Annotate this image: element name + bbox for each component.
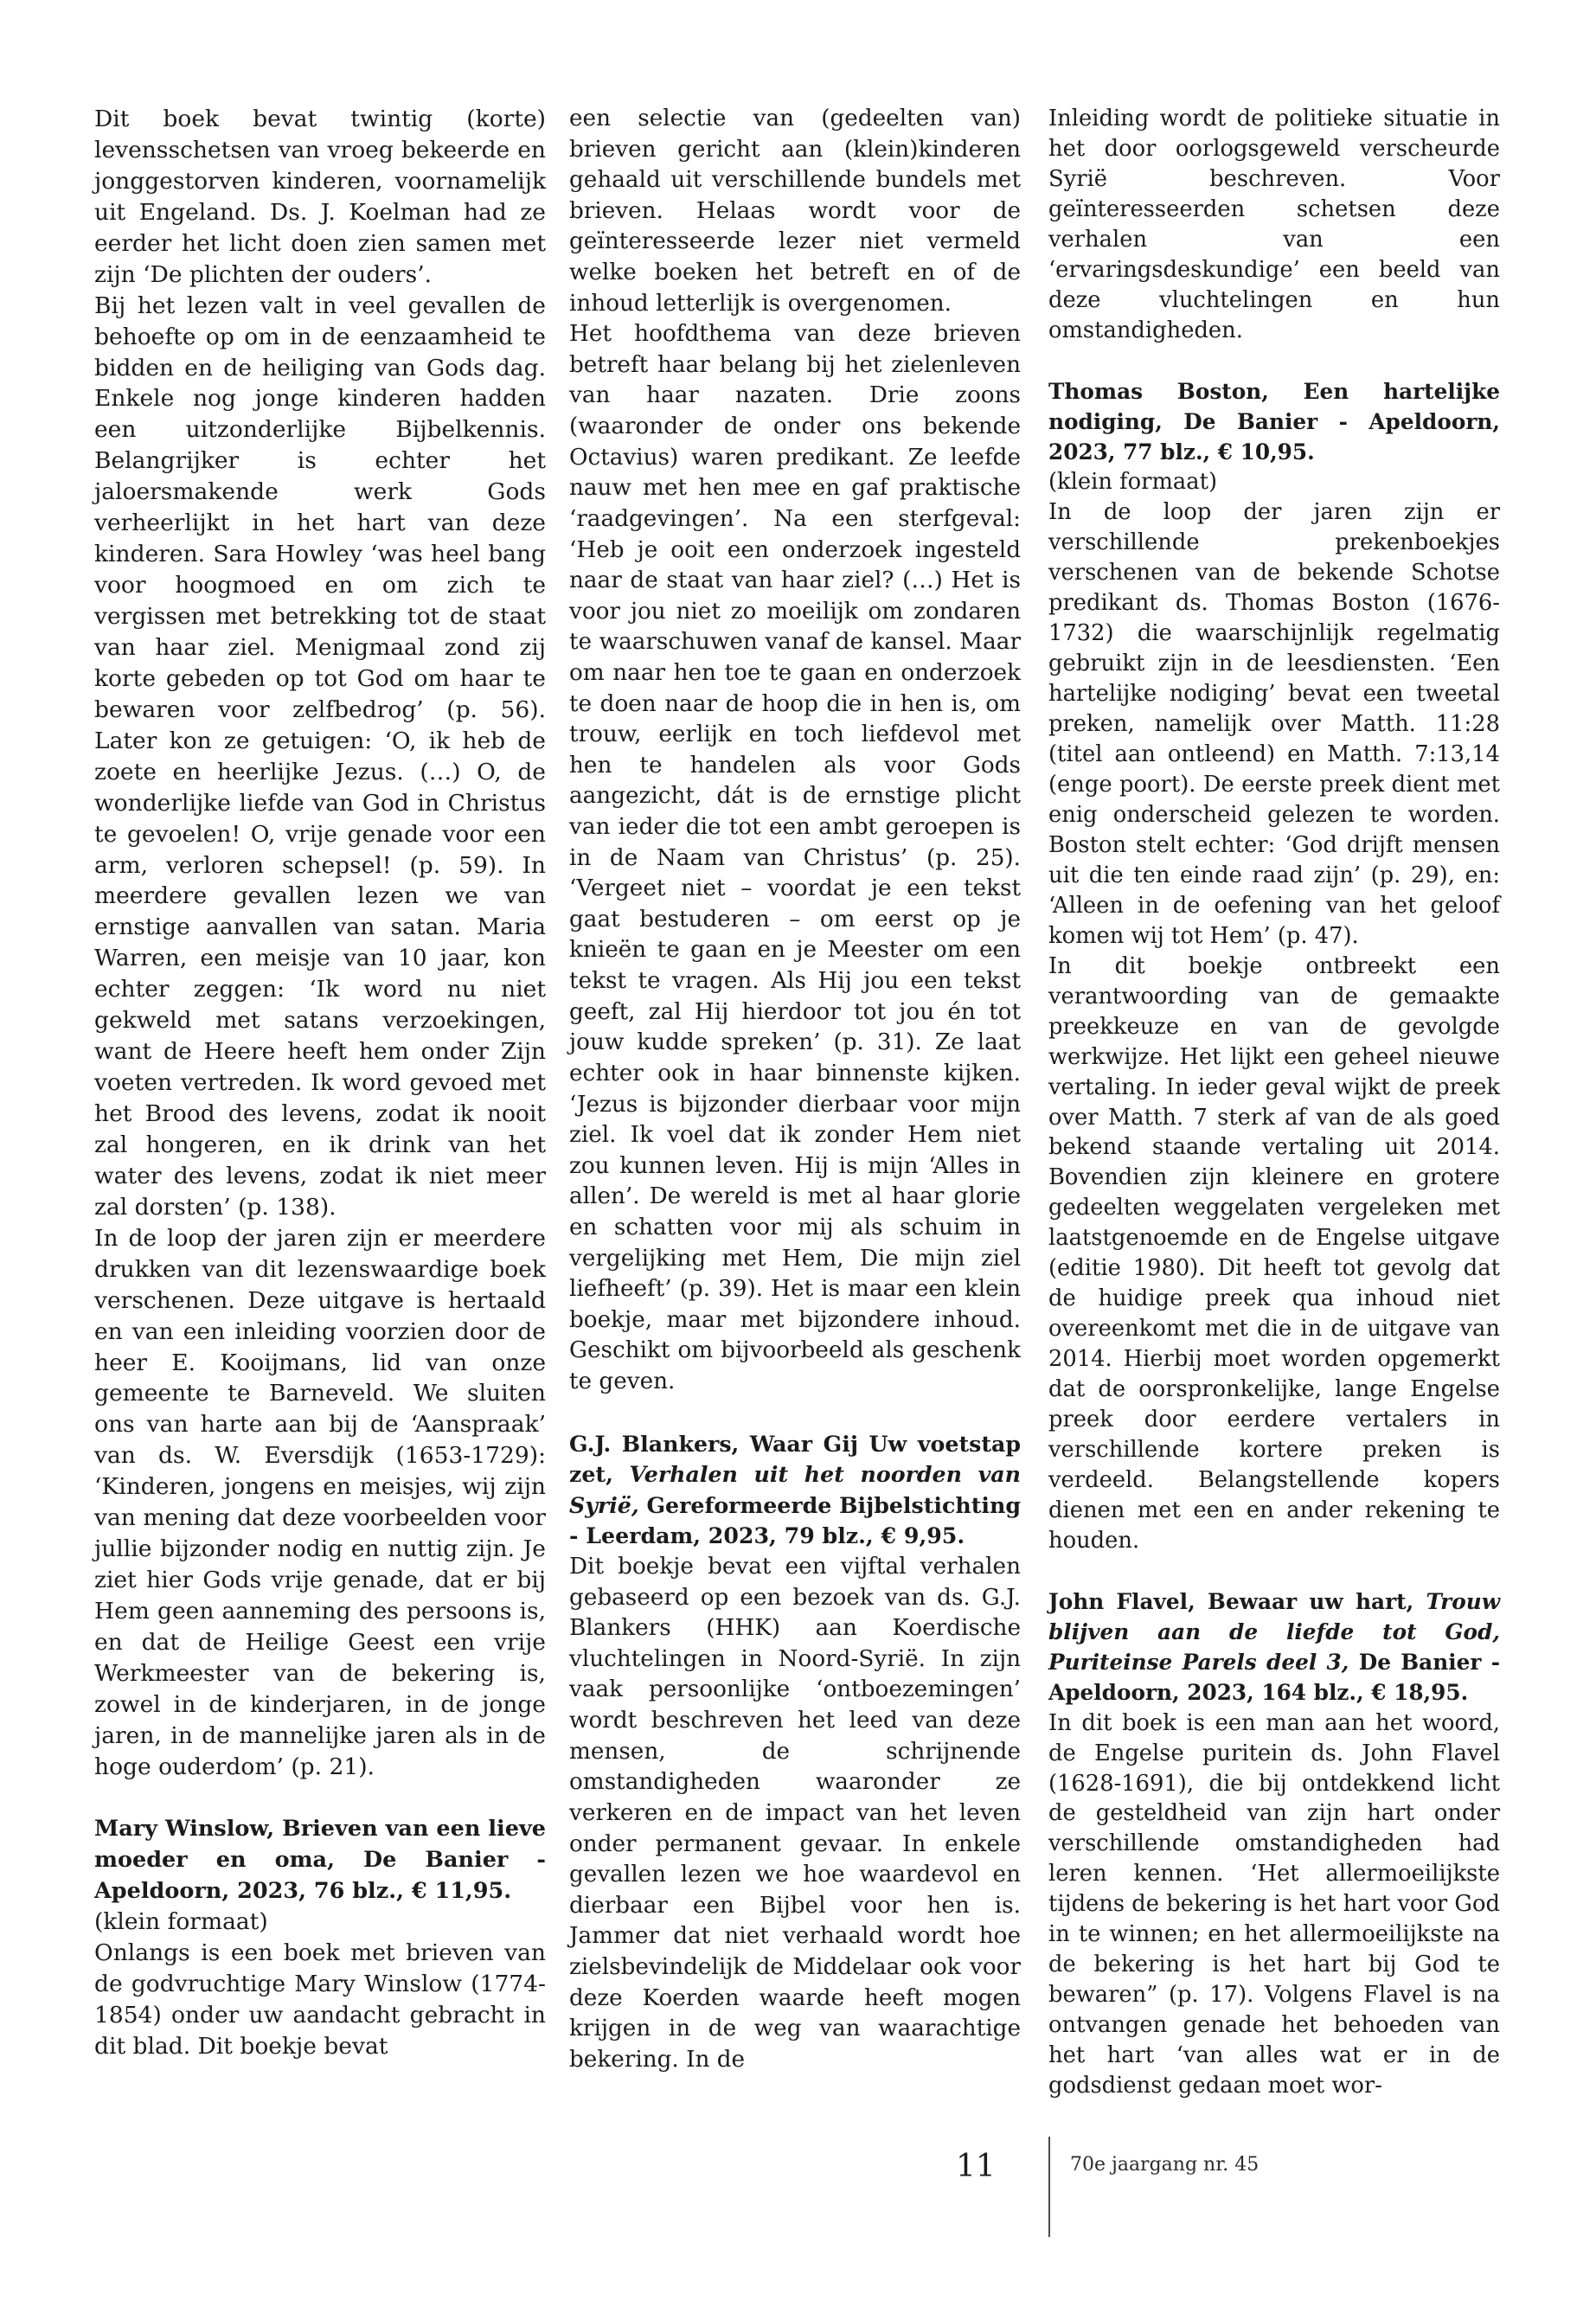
review-body-paragraph: Het hoofdthema van deze brieven betreft haar belang bij het zielenleven van haar nazaten. Drie zoons (waaronder de onder ons bekende Octavius) waren predikant. Ze leefde nauw met hen mee en gaf praktische ‘raadgevingen’. Na een sterfgeval: ‘Heb je ooit een onderzoek ingesteld naar de staat van haar ziel? (…) Het is voor jou niet zo moeilijk om zondaren te waarschuwen vanaf de kansel. Maar om naar hen toe te gaan en onderzoek te doen naar de hoop die in hen is, om trouw, eerlijk en toch liefdevol met hen te handelen als voor Gods aangezicht, dát is de ernstige plicht van ieder die tot een ambt geroepen is in de Naam van Christus’ (p. 25). ‘Vergeet niet – voordat je een tekst gaat bestuderen – om eerst op je knieën te gaan en je Meester om een tekst te vragen. Als Hij jou een tekst geeft, zal Hij hierdoor tot jou én tot jouw kudde spreken’ (p. 31). Ze laat echter ook in haar binnenste kijken. ‘Jezus is bijzonder dierbaar voor mijn ziel. Ik voel dat ik zonder Hem niet zou kunnen leven. Hij is mijn ‘Alles in allen’. De wereld is met al haar glorie en schatten voor mij als schuim in vergelijking met Hem, Die mijn ziel liefheeft’ (p. 39). Het is maar een klein boekje, maar met bijzondere inhoud. Geschikt om bijvoorbeeld als geschenk te geven. (569, 321, 1021, 1394)
book-review-heading (1048, 1587, 1500, 1708)
review-body-paragraph: Bij het lezen valt in veel gevallen de behoefte op om in de eenzaamheid te bidden en de heiliging van Gods dag. Enkele nog jonge kinderen hadden een uitzonderlijke Bijbelkennis. Belangrijker is echter het jaloersmakende werk Gods verheerlijkt in het hart van deze kinderen. Sara Howley ‘was heel bang voor hoogmoed en om zich te vergissen met betrekking tot de staat van haar ziel. Menigmaal zond zij korte gebeden op tot God om haar te bewaren voor zelfbedrog’ (p. 56). Later kon ze getuigen: ‘O, ik heb de zoete en heerlijke Jezus. (…) O, de wonderlijke liefde van God in Christus te gevoelen! O, vrije genade voor een arm, verloren schepsel! (p. 59). In meerdere gevallen lezen we van ernstige aanvallen van satan. Maria Warren, een meisje van 10 jaar, kon echter zeggen: ‘Ik word nu niet gekweld met satans verzoekingen, want de Heere heeft hem onder Zijn voeten vertreden. Ik word gevoed met het Brood des levens, zodat ik nooit zal hongeren, en ik drink van het water des levens, zodat ik niet meer zal dorsten’ (p. 138). (94, 292, 546, 1221)
review-subtitle: Verhalen uit het noorden van Syrië, (569, 1461, 1021, 1518)
review-body-paragraph: een selectie van (gedeelten van) brieven gericht aan (klein)kinderen gehaald uit verschillende bundels met brieven. Helaas wordt voor de geïnteresseerde lezer niet vermeld welke boeken het betreft en of de inhoud letterlijk is overgenomen. (569, 106, 1021, 317)
review-body-paragraph: In de loop der jaren zijn er meerdere drukken van dit lezenswaardige boek verschenen. Deze uitgave is hertaald en van een inleiding voorzien door de heer E. Kooijmans, lid van onze gemeente te Barneveld. We sluiten ons van harte aan bij de ‘Aanspraak’ van ds. W. Eversdijk (1653-1729): ‘Kinderen, jongens en meisjes, wij zijn van mening dat deze voorbeelden voor jullie bijzonder nodig en nuttig zijn. Je ziet hier Gods vrije genade, dat er bij Hem geen aanneming des persoons is, en dat de Heilige Geest een vrije Werkmeester van de bekering is, zowel in de kinderjaren, in de jonge jaren, in de mannelijke jaren als in de hoge ouderdom’ (p. 21). (94, 1224, 546, 1780)
book-review-heading: Thomas Boston, Een hartelijke nodiging, De Banier - Apeldoorn, 2023, 77 blz., € 10,95. (1048, 378, 1500, 465)
review-body-paragraph: Inleiding wordt de politieke situatie in het door oorlogsgeweld verscheurde Syrië beschreven. Voor geïnteresseerden schetsen deze verhalen van een ‘ervaringsdeskundige’ een beeld van deze vluchtelingen en hun omstandigheden. (1048, 106, 1500, 343)
review-body-paragraph: In dit boekje ontbreekt een verantwoording van de gemaakte preekkeuze en van de gevolgde werkwijze. Het lijkt een geheel nieuwe vertaling. In ieder geval wijkt de preek over Matth. 7 sterk af van de als goed bekend staande vertaling uit 2014. Bovendien zijn kleinere en grotere gedeelten weggelaten vergeleken met laatstgenoemde en de Engelse uitgave (editie 1980). Dit heeft tot gevolg dat de huidige preek qua inhoud niet overeenkomt met die in de uitgave van 2014. Hierbij moet worden opgemerkt dat de oorspronkelijke, lange Engelse preek door eerdere vertalers in verschillende kortere preken is verdeeld. Belangstellende kopers dienen met een en ander rekening te houden. (1048, 952, 1500, 1554)
text-column-right (1048, 104, 1500, 2101)
review-publisher: Gereformeerde Bijbelstichting - Leerdam, 2023, 79 blz., € 9,95. (569, 1491, 1021, 1549)
book-review-heading (569, 1429, 1021, 1552)
text-column-middle (569, 104, 1021, 2075)
review-body-paragraph: In dit boek is een man aan het woord, de Engelse puritein ds. John Flavel (1628-1691), die bij ontdekkend licht de gesteldheid van zijn hart onder verschillende omstandigheden had leren kennen. ‘Het allermoeilijkste tijdens de bekering is het hart voor God in te winnen; en het allermoeilijkste na de bekering is het hart bij God te bewaren” (p. 17). Volgens Flavel is na ontvangen genade het behoeden van het hart ‘van alles wat er in de godsdienst gedaan moet wor- (1048, 1709, 1500, 2099)
book-review-heading: Mary Winslow, Brieven van een lieve moeder en oma, De Banier - Apeldoorn, 2023, 76 blz., € 11,95. (94, 1815, 546, 1904)
review-subtitle: Trouw blijven aan de liefde tot God, Puriteinse Parels deel 3, (1048, 1588, 1500, 1675)
review-body-paragraph: Onlangs is een boek met brieven van de godvruchtige Mary Winslow (1774-1854) onder uw aandacht gebracht in dit blad. Dit boekje bevat (94, 1939, 546, 2061)
issue-label: 70e jaargang nr. 45 (1070, 2154, 1259, 2176)
text-column-left (94, 104, 546, 2062)
review-publisher: De Banier - Apeldoorn, 2023, 164 blz., € 18,95. (1048, 1649, 1500, 1705)
format-note: (klein formaat) (94, 1908, 268, 1936)
review-author-title: John Flavel, Bewaar uw hart, (1048, 1588, 1414, 1614)
review-author-title: G.J. Blankers, Waar Gij Uw voetstap zet, (569, 1430, 1021, 1488)
review-body-paragraph: Dit boek bevat twintig (korte) levensschetsen van vroeg bekeerde en jonggestorven kinderen, voornamelijk uit Engeland. Ds. J. Koelman had ze eerder het licht doen zien samen met zijn ‘De plichten der ouders’. (94, 106, 546, 288)
format-note: (klein formaat) (1048, 469, 1217, 496)
page-number: 11 (956, 2149, 996, 2184)
page-footer (0, 2137, 1596, 2240)
review-body-paragraph: Dit boekje bevat een vijftal verhalen gebaseerd op een bezoek van ds. G.J. Blankers (HHK) aan Koerdische vluchtelingen in Noord-Syrië. In zijn vaak persoonlijke ‘ontboezemingen’ wordt beschreven het leed van deze mensen, de schrijnende omstandigheden waaronder ze verkeren en de impact van het leven onder permanent gevaar. In enkele gevallen lezen we hoe waardevol en dierbaar een Bijbel voor hen is. Jammer dat niet verhaald wordt hoe zielsbevindelijk de Middelaar ook voor deze Koerden waarde heeft mogen krijgen in de weg van waarachtige bekering. In de (569, 1554, 1021, 2073)
footer-divider (1048, 2137, 1050, 2237)
review-body-paragraph: In de loop der jaren zijn er verschillende prekenboekjes verschenen van de bekende Schotse predikant ds. Thomas Boston (1676-1732) die waarschijnlijk regelmatig gebruikt zijn in de leesdiensten. ‘Een hartelijke nodiging’ bevat een tweetal preken, namelijk over Matth. 11:28 (titel aan ontleend) en Matth. 7:13,14 (enge poort). De eerste preek dient met enig onderscheid gelezen te worden. Boston stelt echter: ‘God drijft mensen uit die ten einde raad zijn’ (p. 29), en: ‘Alleen in de oefening van het geloof komen wij tot Hem’ (p. 47). (1048, 499, 1500, 949)
